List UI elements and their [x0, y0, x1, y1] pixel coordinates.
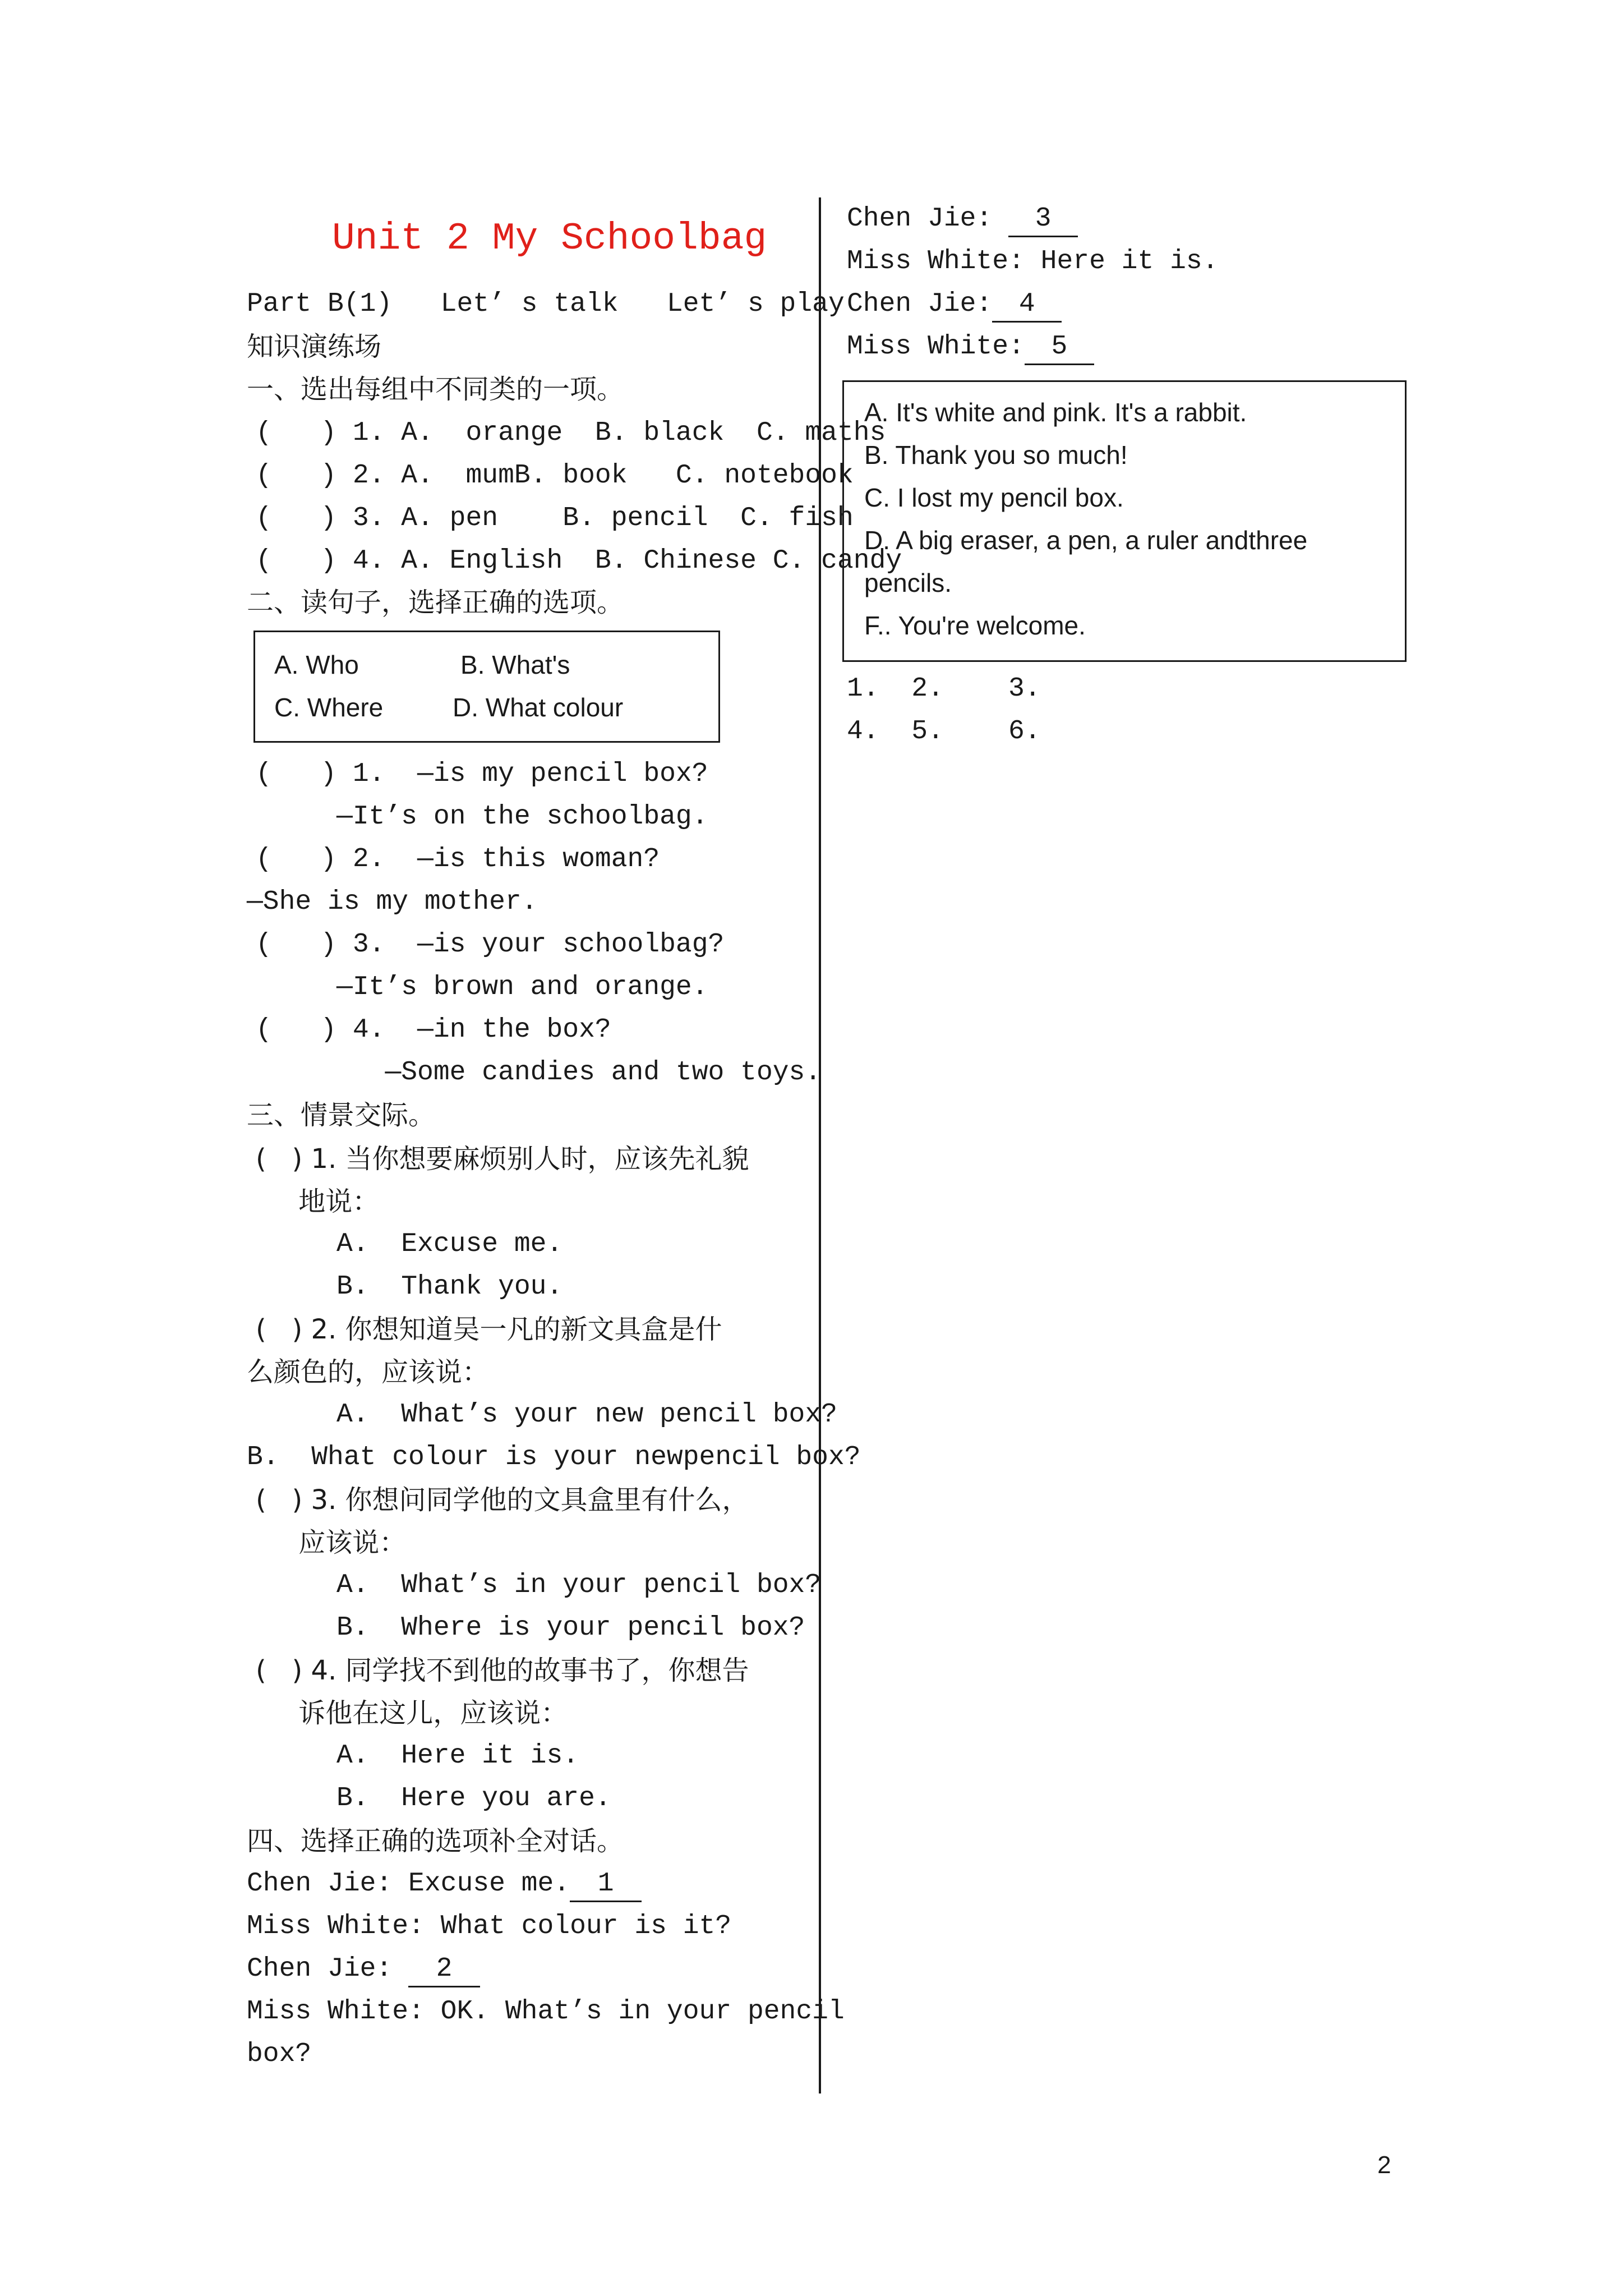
blank-1[interactable]: 1: [570, 1867, 642, 1902]
dialogue-line-9: Miss White: 5: [847, 330, 1094, 365]
s1-item-4: ( ) 4. A. English B. Chinese C. candy: [256, 546, 902, 576]
s2-line-4: —She is my mother.: [247, 887, 538, 917]
dialogue-line-2: Miss White: What colour is it?: [247, 1911, 732, 1941]
section-name: 知识演练场: [247, 331, 382, 362]
s3-line-4: B. Thank you.: [256, 1272, 563, 1302]
s3-line-14: 诉他在这儿，应该说：: [256, 1697, 568, 1729]
s2-line-6: —It’s brown and orange.: [256, 972, 708, 1002]
s2-option-b: B. What's: [460, 650, 570, 679]
blank-2[interactable]: 2: [408, 1952, 480, 1987]
s1-item-1: ( ) 1. A. orange B. black C. maths: [256, 418, 886, 448]
s3-line-16: B. Here you are.: [256, 1783, 611, 1814]
s2-option-a: A. Who: [274, 650, 359, 679]
answer-row-1: 1. 2. 3.: [847, 674, 1041, 704]
s3-line-15: A. Here it is.: [256, 1741, 579, 1771]
dialogue-line-4: Miss White: OK. What’s in your pencil: [247, 1996, 845, 2027]
s4-option-d: D. A big eraser, a pen, a ruler andthree: [864, 526, 1308, 555]
section2-options-box: [253, 631, 720, 743]
blank-5[interactable]: 5: [1025, 330, 1094, 365]
s2-line-8: —Some candies and two toys.: [256, 1057, 822, 1088]
s2-line-7: ( ) 4. —in the box?: [256, 1015, 611, 1045]
section4-heading: 四、选择正确的选项补全对话。: [247, 1825, 624, 1857]
s4-option-a: A. It's white and pink. It's a rabbit.: [864, 398, 1247, 427]
dialogue-line-5: box?: [247, 2039, 312, 2069]
dialogue-line-1: Chen Jie: Excuse me. 1: [247, 1867, 642, 1902]
blank-4[interactable]: 4: [992, 287, 1062, 323]
s2-line-2: —It’s on the schoolbag.: [256, 802, 708, 832]
s3-line-9: ( ) 3. 你想问同学他的文具盒里有什么，: [256, 1484, 749, 1516]
s3-line-11: A. What’s in your pencil box?: [256, 1570, 822, 1600]
s3-line-5: ( ) 2. 你想知道吴一凡的新文具盒是什: [256, 1314, 722, 1345]
s2-line-3: ( ) 2. —is this woman?: [256, 844, 660, 875]
section3-heading: 三、情景交际。: [247, 1099, 436, 1131]
s3-line-6: 么颜色的，应该说：: [247, 1356, 490, 1388]
s2-option-d: D. What colour: [453, 693, 624, 722]
s4-option-d-cont: pencils.: [864, 568, 952, 597]
part-heading: Part B(1) Let’ s talk Let’ s play: [247, 289, 845, 319]
s2-line-5: ( ) 3. —is your schoolbag?: [256, 930, 725, 960]
s3-line-12: B. Where is your pencil box?: [256, 1613, 805, 1643]
page-title: Unit 2 My Schoolbag: [332, 217, 767, 260]
s3-line-3: A. Excuse me.: [256, 1229, 563, 1259]
s1-item-3: ( ) 3. A. pen B. pencil C. fish: [256, 503, 854, 533]
dialogue-line-8: Chen Jie: 4: [847, 287, 1062, 323]
s1-item-2: ( ) 2. A. mumB. book C. notebook: [256, 461, 854, 491]
dialogue-line-7: Miss White: Here it is.: [847, 246, 1219, 277]
blank-3[interactable]: 3: [1008, 202, 1078, 237]
s2-line-1: ( ) 1. —is my pencil box?: [256, 759, 708, 789]
s3-line-8: B. What colour is your newpencil box?: [247, 1442, 861, 1473]
s4-option-b: B. Thank you so much!: [864, 440, 1128, 470]
s3-line-2: 地说：: [256, 1186, 380, 1217]
s2-option-c: C. Where: [274, 693, 384, 722]
page-number: 2: [1377, 2151, 1391, 2179]
answer-row-2: 4. 5. 6.: [847, 716, 1041, 747]
s3-line-13: ( ) 4. 同学找不到他的故事书了，你想告: [256, 1655, 749, 1686]
dialogue-line-6: Chen Jie: 3: [847, 202, 1078, 237]
section1-heading: 一、选出每组中不同类的一项。: [247, 374, 624, 405]
s3-line-1: ( ) 1. 当你想要麻烦别人时，应该先礼貌: [256, 1143, 749, 1175]
s3-line-7: A. What’s your new pencil box?: [256, 1400, 837, 1430]
s3-line-10: 应该说：: [256, 1527, 407, 1558]
s4-option-c: C. I lost my pencil box.: [864, 483, 1124, 512]
section2-heading: 二、读句子，选择正确的选项。: [247, 587, 624, 618]
s4-option-f: F.. You're welcome.: [864, 611, 1086, 640]
dialogue-line-3: Chen Jie: 2: [247, 1952, 480, 1987]
section4-options-box: [842, 380, 1407, 662]
